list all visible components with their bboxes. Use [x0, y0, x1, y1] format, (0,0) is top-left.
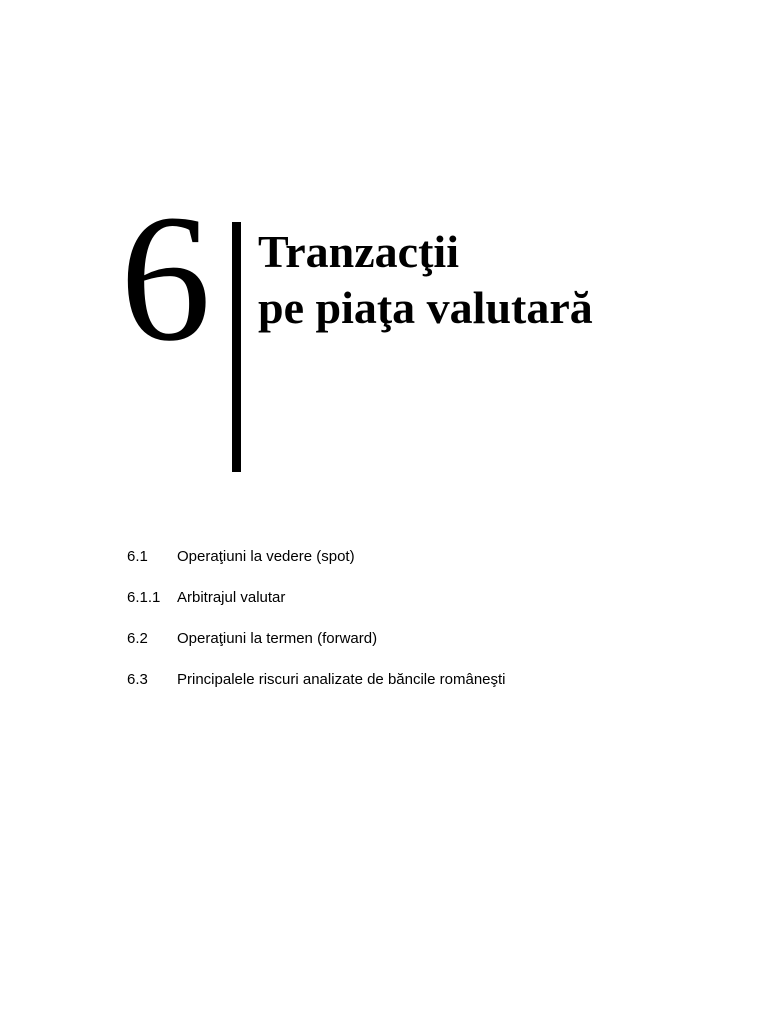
toc-entry-title: Arbitrajul valutar	[177, 589, 286, 606]
toc-entry-title: Principalele riscuri analizate de băncile româneşti	[177, 671, 506, 688]
toc-entry	[127, 589, 506, 630]
toc-entry-number: 6.1	[127, 548, 148, 565]
toc-entry-number: 6.1.1	[127, 589, 161, 606]
toc-entry	[127, 630, 506, 671]
toc-entry-number: 6.2	[127, 630, 148, 647]
toc-entry	[127, 548, 506, 589]
chapter-divider	[232, 222, 241, 472]
chapter-title-line-2: pe piaţa valutară	[258, 282, 593, 333]
toc-entry-number: 6.3	[127, 671, 148, 688]
toc-entry-title: Operaţiuni la vedere (spot)	[177, 548, 355, 565]
table-of-contents	[127, 548, 506, 712]
chapter-title	[258, 224, 593, 336]
chapter-title-line-1: Tranzacţii	[258, 226, 459, 277]
chapter-number: 6	[120, 178, 211, 379]
toc-entry-title: Operaţiuni la termen (forward)	[177, 630, 378, 647]
toc-entry	[127, 671, 506, 712]
